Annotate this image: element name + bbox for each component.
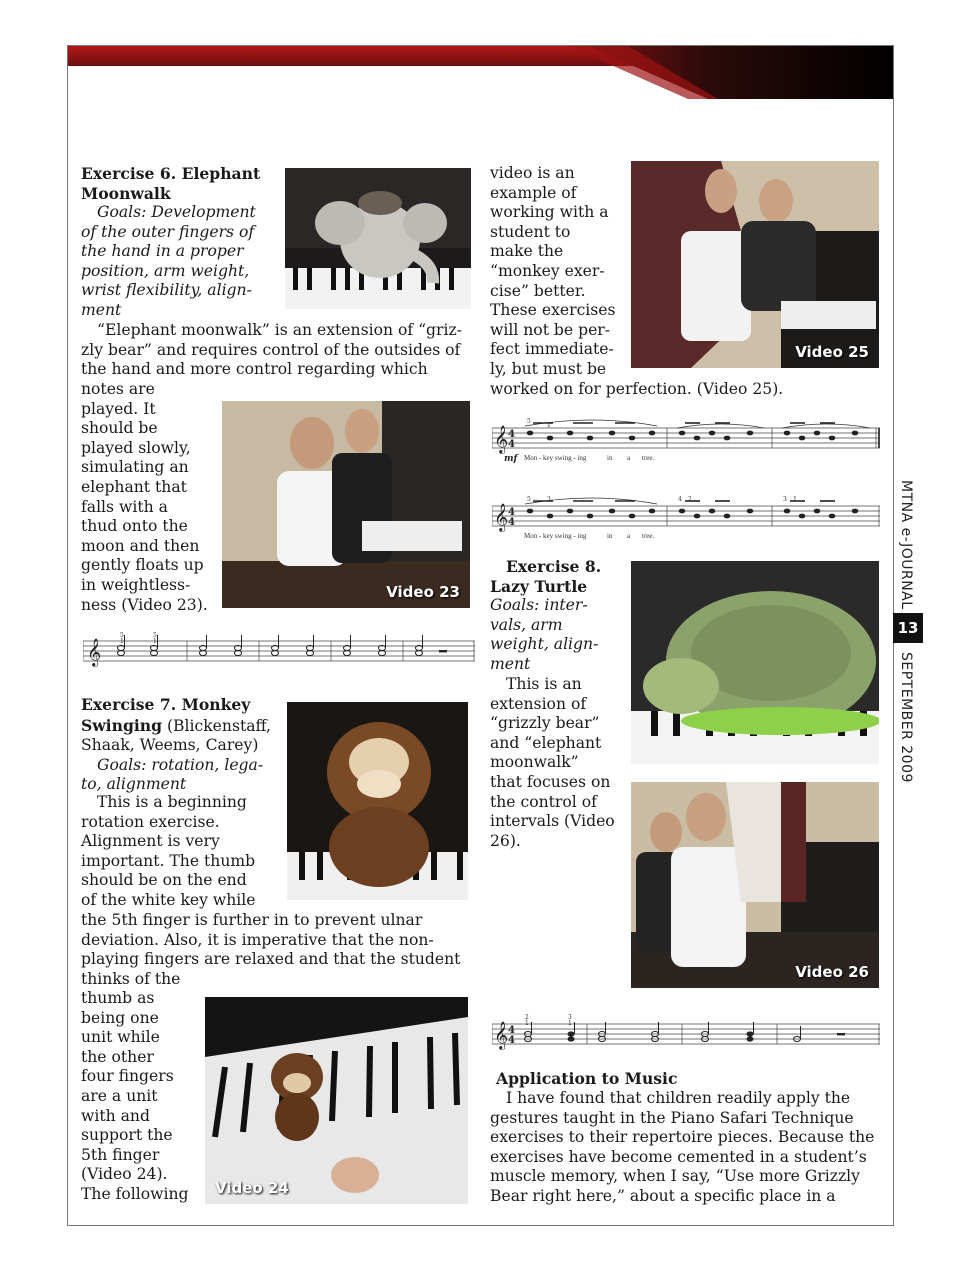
svg-text:4: 4 bbox=[508, 1025, 515, 1036]
body-line: will not be per- bbox=[490, 320, 611, 339]
exercise-7-heading bbox=[81, 695, 291, 795]
exercise-7-goals-line: to, alignment bbox=[81, 775, 187, 794]
finger-number: 5 bbox=[527, 496, 531, 503]
goals-line: vals, arm bbox=[490, 615, 563, 634]
body-line: thud onto the bbox=[81, 517, 188, 536]
finger-number: 2 bbox=[688, 496, 692, 503]
finger-number: 1 bbox=[793, 496, 797, 503]
body-line: 5th finger bbox=[81, 1145, 160, 1164]
svg-text:4: 4 bbox=[508, 429, 515, 440]
body-line: four fingers bbox=[81, 1067, 174, 1086]
video-26-thumbnail[interactable] bbox=[631, 782, 879, 988]
body-line: playing fingers are relaxed and that the student bbox=[81, 950, 461, 969]
lyric: a bbox=[627, 532, 631, 540]
body-line: student to bbox=[490, 222, 571, 241]
exercise-8-title-line2: Lazy Turtle bbox=[490, 576, 588, 596]
lyric: Mon - key swing - ing bbox=[524, 454, 587, 462]
body-line: intervals (Video bbox=[490, 812, 615, 831]
body-line: thinks of the bbox=[81, 969, 181, 988]
exercise-7-credit: (Blickenstaff, bbox=[162, 716, 271, 735]
music-notation-monkey-2 bbox=[492, 494, 880, 542]
body-line: the other bbox=[81, 1047, 154, 1066]
body-line: being one bbox=[81, 1008, 159, 1027]
svg-text:𝄞: 𝄞 bbox=[494, 1021, 509, 1049]
exercise-7-goals-line: Goals: rotation, lega- bbox=[97, 755, 264, 774]
goals-line: position, arm weight, bbox=[81, 261, 250, 280]
body-line: fect immediate- bbox=[490, 340, 614, 359]
body-line: This is an bbox=[506, 675, 582, 693]
finger-number: 3 bbox=[547, 496, 551, 503]
lyric: Mon - key swing - ing bbox=[524, 532, 587, 540]
body-line: should be on the end bbox=[81, 871, 247, 890]
goals-line: weight, align- bbox=[490, 635, 599, 654]
body-line: notes are bbox=[81, 380, 155, 398]
exercise-7-body-narrow-2 bbox=[81, 989, 206, 1205]
finger-number: 5 bbox=[120, 632, 124, 639]
body-line: muscle memory, when I say, “Use more Grizzly bbox=[490, 1167, 860, 1186]
application-body bbox=[490, 1089, 890, 1207]
svg-text:4: 4 bbox=[508, 517, 515, 528]
exercise-7-title-line2: Swinging bbox=[81, 715, 163, 735]
finger-number: 5 bbox=[527, 418, 531, 425]
music-notation-exercise-6 bbox=[83, 631, 475, 671]
lyric: in bbox=[607, 454, 613, 462]
column-2-intro-full-line bbox=[490, 380, 890, 400]
body-line: moon and then bbox=[81, 536, 200, 555]
body-line: ly, but must be bbox=[490, 359, 607, 378]
application-heading: Application to Music bbox=[496, 1069, 678, 1088]
body-line: I have found that children readily apply the bbox=[506, 1089, 851, 1107]
body-line: falls with a bbox=[81, 497, 168, 516]
finger-number: 5 bbox=[153, 632, 157, 639]
lyric: a bbox=[627, 454, 631, 462]
body-line: video is an bbox=[490, 164, 575, 182]
svg-text:𝄞: 𝄞 bbox=[87, 638, 102, 666]
exercise-6-title-line1: Exercise 6. Elephant bbox=[81, 164, 261, 183]
turtle-photo bbox=[631, 561, 879, 764]
body-line: Alignment is very bbox=[81, 832, 220, 851]
lyric: tree. bbox=[642, 454, 655, 462]
body-line: thumb as bbox=[81, 989, 155, 1007]
video-24-label: Video 24 bbox=[215, 1179, 289, 1197]
body-line: the hand and more control regarding which bbox=[81, 360, 428, 379]
svg-text:4: 4 bbox=[508, 507, 515, 518]
body-line: deviation. Also, it is imperative that the non- bbox=[81, 930, 434, 949]
body-line: of the white key while bbox=[81, 890, 256, 909]
svg-text:𝄞: 𝄞 bbox=[494, 425, 509, 453]
exercise-7-title: Exercise 7. Monkey bbox=[81, 695, 251, 714]
body-line: elephant that bbox=[81, 477, 187, 496]
finger-number: 3 bbox=[783, 496, 787, 503]
video-23-thumbnail[interactable] bbox=[222, 401, 470, 608]
issue-date: SEPTEMBER 2009 bbox=[898, 652, 914, 783]
exercise-7-credit-line2: Shaak, Weems, Carey) bbox=[81, 736, 259, 755]
lyric: tree. bbox=[642, 532, 655, 540]
exercise-6-goals bbox=[81, 203, 286, 321]
body-line: extension of bbox=[490, 694, 587, 713]
body-line: moonwalk” bbox=[490, 753, 579, 772]
lyric: in bbox=[607, 532, 613, 540]
body-line: important. The thumb bbox=[81, 851, 256, 870]
journal-sidebar bbox=[893, 480, 923, 790]
goals-line: the hand in a proper bbox=[81, 242, 244, 261]
body-line: and “elephant bbox=[490, 733, 602, 752]
column-2-intro-text bbox=[490, 164, 630, 380]
body-line: support the bbox=[81, 1126, 173, 1145]
body-line: The following bbox=[81, 1184, 189, 1203]
body-line: This is a beginning bbox=[97, 793, 247, 811]
exercise-8-goals bbox=[490, 596, 630, 674]
exercise-6-body-full bbox=[81, 321, 481, 380]
finger-number: 2 bbox=[525, 1014, 529, 1021]
exercise-8-body bbox=[490, 675, 630, 851]
body-line: should be bbox=[81, 419, 158, 438]
body-line: exercises to their repertoire pieces. Because the bbox=[490, 1128, 875, 1147]
exercise-7-body-narrow-1 bbox=[81, 793, 286, 911]
svg-text:4: 4 bbox=[508, 1035, 515, 1046]
body-line: “grizzly bear” bbox=[490, 714, 600, 733]
body-line: These exercises bbox=[490, 301, 616, 320]
body-line: the control of bbox=[490, 792, 597, 811]
goals-line: Goals: Development bbox=[97, 203, 256, 221]
finger-number: 1 bbox=[547, 422, 551, 429]
elephant-photo bbox=[285, 168, 471, 309]
exercise-6-body-narrow bbox=[81, 380, 221, 615]
finger-number: 1 bbox=[120, 638, 124, 645]
video-25-label: Video 25 bbox=[795, 343, 869, 361]
exercise-6-heading bbox=[81, 164, 281, 203]
music-notation-exercise-8 bbox=[492, 1012, 880, 1052]
finger-number: 1 bbox=[525, 1020, 529, 1027]
finger-number: 3 bbox=[568, 1014, 572, 1021]
body-line: zly bear” and requires control of the outsides of bbox=[81, 340, 461, 359]
journal-title: MTNA e-JOURNAL bbox=[898, 480, 914, 610]
application-heading-block bbox=[496, 1069, 886, 1089]
body-line: that focuses on bbox=[490, 772, 611, 791]
body-line: are a unit bbox=[81, 1086, 158, 1105]
finger-number: 1 bbox=[568, 1020, 572, 1027]
body-line: gently floats up bbox=[81, 556, 204, 575]
exercise-8-heading bbox=[490, 557, 630, 596]
body-line: working with a bbox=[490, 203, 609, 222]
exercise-8-title-line1: Exercise 8. bbox=[506, 557, 602, 576]
body-line: Bear right here,” about a specific place in a bbox=[490, 1186, 836, 1205]
body-line: gestures taught in the Piano Safari Technique bbox=[490, 1108, 854, 1127]
body-line: unit while bbox=[81, 1028, 160, 1047]
svg-text:𝄞: 𝄞 bbox=[494, 503, 509, 531]
page-number: 13 bbox=[893, 613, 923, 643]
monkey-photo bbox=[287, 702, 468, 900]
goals-line: ment bbox=[81, 300, 122, 319]
video-23-label: Video 23 bbox=[386, 583, 460, 601]
body-line: the 5th finger is further in to prevent ulnar bbox=[81, 911, 423, 929]
body-line: “monkey exer- bbox=[490, 261, 605, 280]
dynamic-marking: mf bbox=[504, 454, 518, 464]
svg-text:4: 4 bbox=[508, 439, 515, 450]
video-24-thumbnail[interactable] bbox=[205, 997, 468, 1204]
finger-number: 4 bbox=[678, 496, 682, 503]
goals-line: Goals: inter- bbox=[490, 596, 588, 614]
body-line: exercises have become cemented in a student’s bbox=[490, 1147, 867, 1166]
music-notation-monkey-1 bbox=[492, 416, 880, 464]
body-line: simulating an bbox=[81, 458, 189, 477]
body-line: (Video 24). bbox=[81, 1165, 168, 1184]
body-line: 26). bbox=[490, 831, 521, 850]
body-line: with and bbox=[81, 1106, 150, 1125]
goals-line: of the outer fingers of bbox=[81, 222, 255, 241]
magazine-page bbox=[67, 45, 894, 1226]
goals-line: ment bbox=[490, 654, 531, 673]
body-line: “Elephant moonwalk” is an extension of “griz- bbox=[97, 321, 462, 339]
body-line: cise” better. bbox=[490, 281, 586, 300]
video-25-thumbnail[interactable] bbox=[631, 161, 879, 368]
body-line: played slowly, bbox=[81, 438, 191, 457]
finger-number: 1 bbox=[153, 638, 157, 645]
goals-line: wrist flexibility, align- bbox=[81, 281, 252, 300]
exercise-6-title-line2: Moonwalk bbox=[81, 183, 171, 203]
body-line: worked on for perfection. (Video 25). bbox=[490, 380, 784, 398]
video-26-label: Video 26 bbox=[795, 963, 869, 981]
body-line: example of bbox=[490, 183, 577, 202]
body-line: rotation exercise. bbox=[81, 812, 220, 831]
body-line: ness (Video 23). bbox=[81, 595, 208, 614]
body-line: make the bbox=[490, 242, 564, 261]
exercise-7-body-full bbox=[81, 911, 481, 989]
header-banner bbox=[68, 46, 894, 99]
body-line: played. It bbox=[81, 399, 156, 418]
body-line: in weightless- bbox=[81, 575, 191, 594]
